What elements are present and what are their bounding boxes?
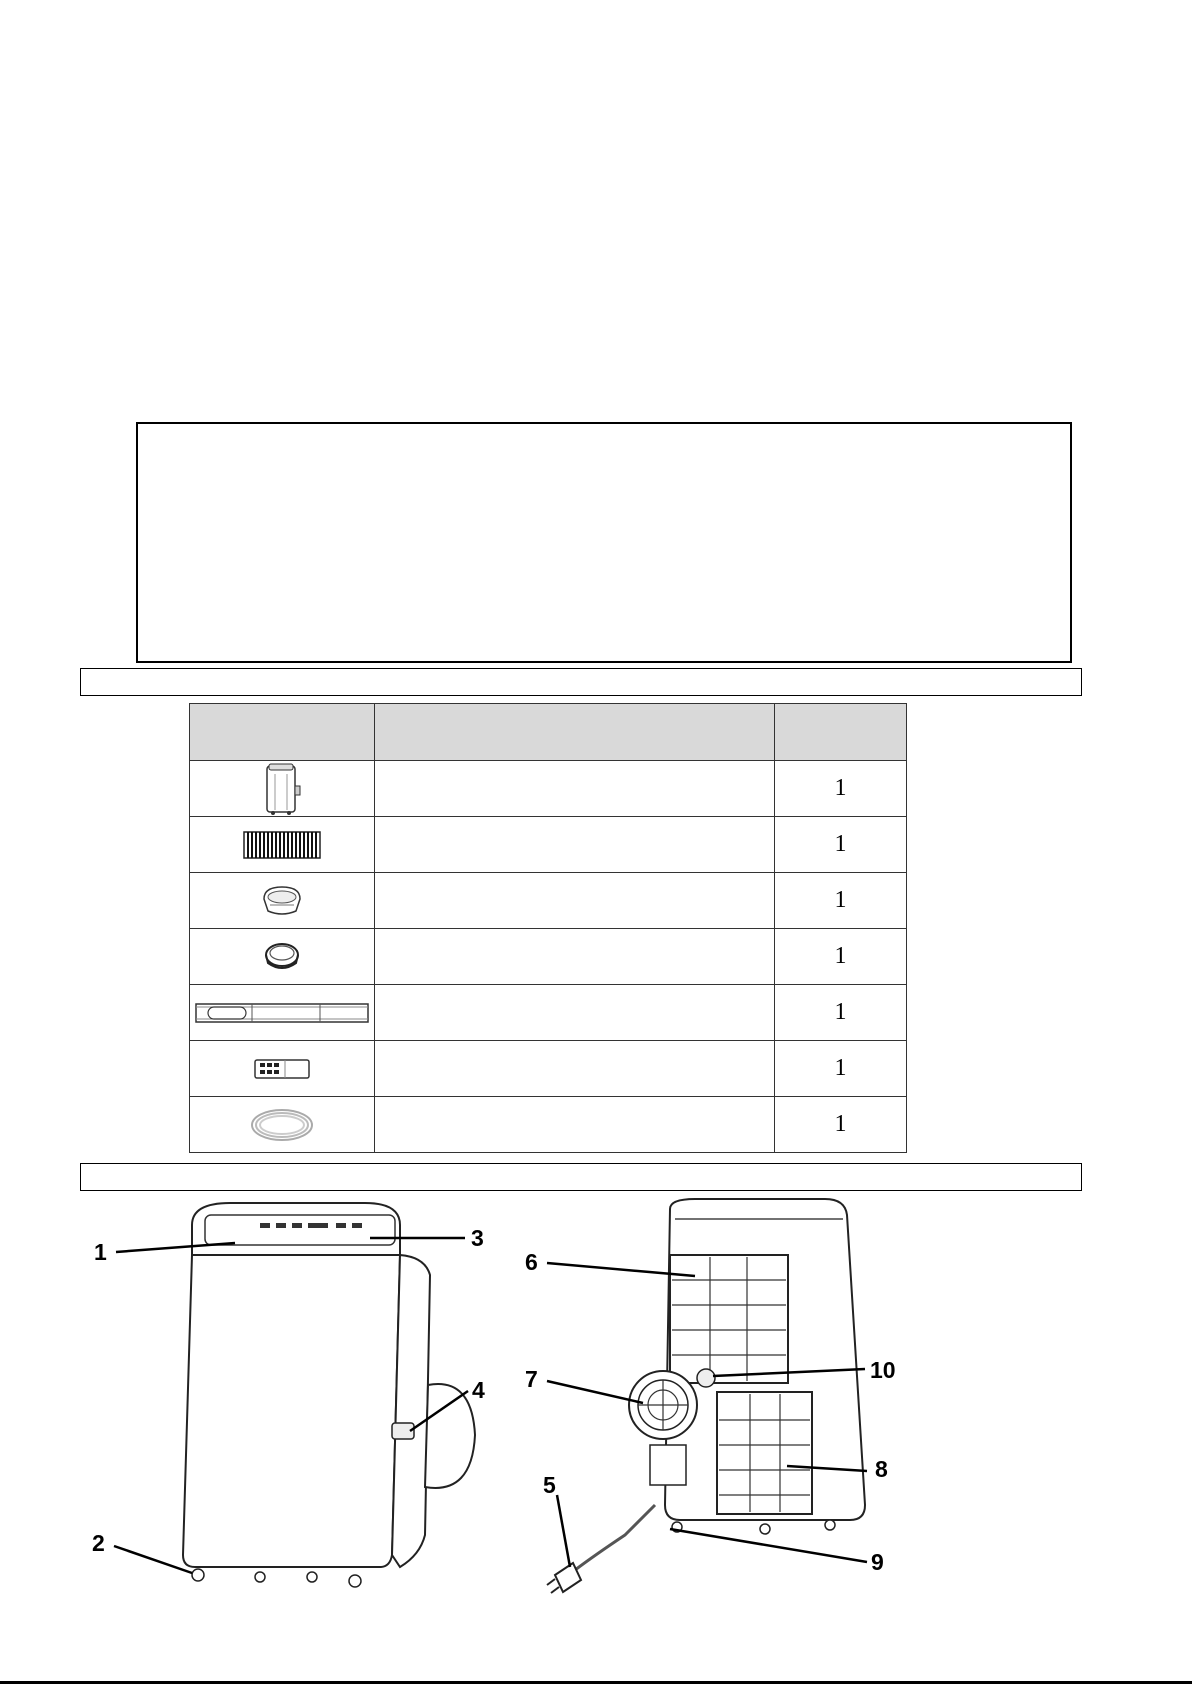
item-name-cell: [375, 929, 775, 985]
item-name-cell: [375, 873, 775, 929]
hose-end-adapter-icon: [190, 873, 375, 929]
remote-control-icon: [190, 1041, 375, 1097]
callout-3: 3: [471, 1225, 484, 1251]
back-view-diagram: [525, 1195, 945, 1625]
table-header-row: [190, 704, 907, 761]
air-conditioner-unit-icon: [190, 761, 375, 817]
callout-4: 4: [472, 1377, 485, 1403]
callout-6: 6: [525, 1249, 538, 1275]
header-cell-name: [375, 704, 775, 761]
item-quantity: 1: [775, 817, 907, 873]
item-quantity: 1: [775, 1041, 907, 1097]
table-row: [190, 761, 907, 817]
table-row: [190, 929, 907, 985]
table-row: [190, 1041, 907, 1097]
item-quantity: 1: [775, 873, 907, 929]
item-quantity: 1: [775, 761, 907, 817]
item-name-cell: [375, 985, 775, 1041]
item-quantity: 1: [775, 1097, 907, 1153]
accessories-section-header: [80, 668, 1082, 696]
footer-rule: [0, 1681, 1192, 1684]
table-row: [190, 817, 907, 873]
callout-9: 9: [871, 1549, 884, 1575]
callout-2: 2: [92, 1530, 105, 1556]
table-row: [190, 873, 907, 929]
notice-box: [136, 422, 1072, 663]
exhaust-hose-icon: [190, 817, 375, 873]
callout-8: 8: [875, 1456, 888, 1482]
front-view-diagram: [80, 1195, 520, 1605]
item-quantity: 1: [775, 929, 907, 985]
table-row: [190, 1097, 907, 1153]
hose-connector-ring-icon: [190, 929, 375, 985]
item-name-cell: [375, 817, 775, 873]
table-row: [190, 985, 907, 1041]
parts-section-header: [80, 1163, 1082, 1191]
callout-5: 5: [543, 1472, 556, 1498]
window-slider-kit-icon: [190, 985, 375, 1041]
header-cell-quantity: [775, 704, 907, 761]
item-name-cell: [375, 1041, 775, 1097]
item-name-cell: [375, 1097, 775, 1153]
item-name-cell: [375, 761, 775, 817]
callout-1: 1: [94, 1239, 107, 1265]
callout-7: 7: [525, 1366, 538, 1392]
accessories-table: [189, 703, 907, 1153]
header-cell-image: [190, 704, 375, 761]
callout-10: 10: [870, 1357, 896, 1383]
drain-hose-icon: [190, 1097, 375, 1153]
item-quantity: 1: [775, 985, 907, 1041]
